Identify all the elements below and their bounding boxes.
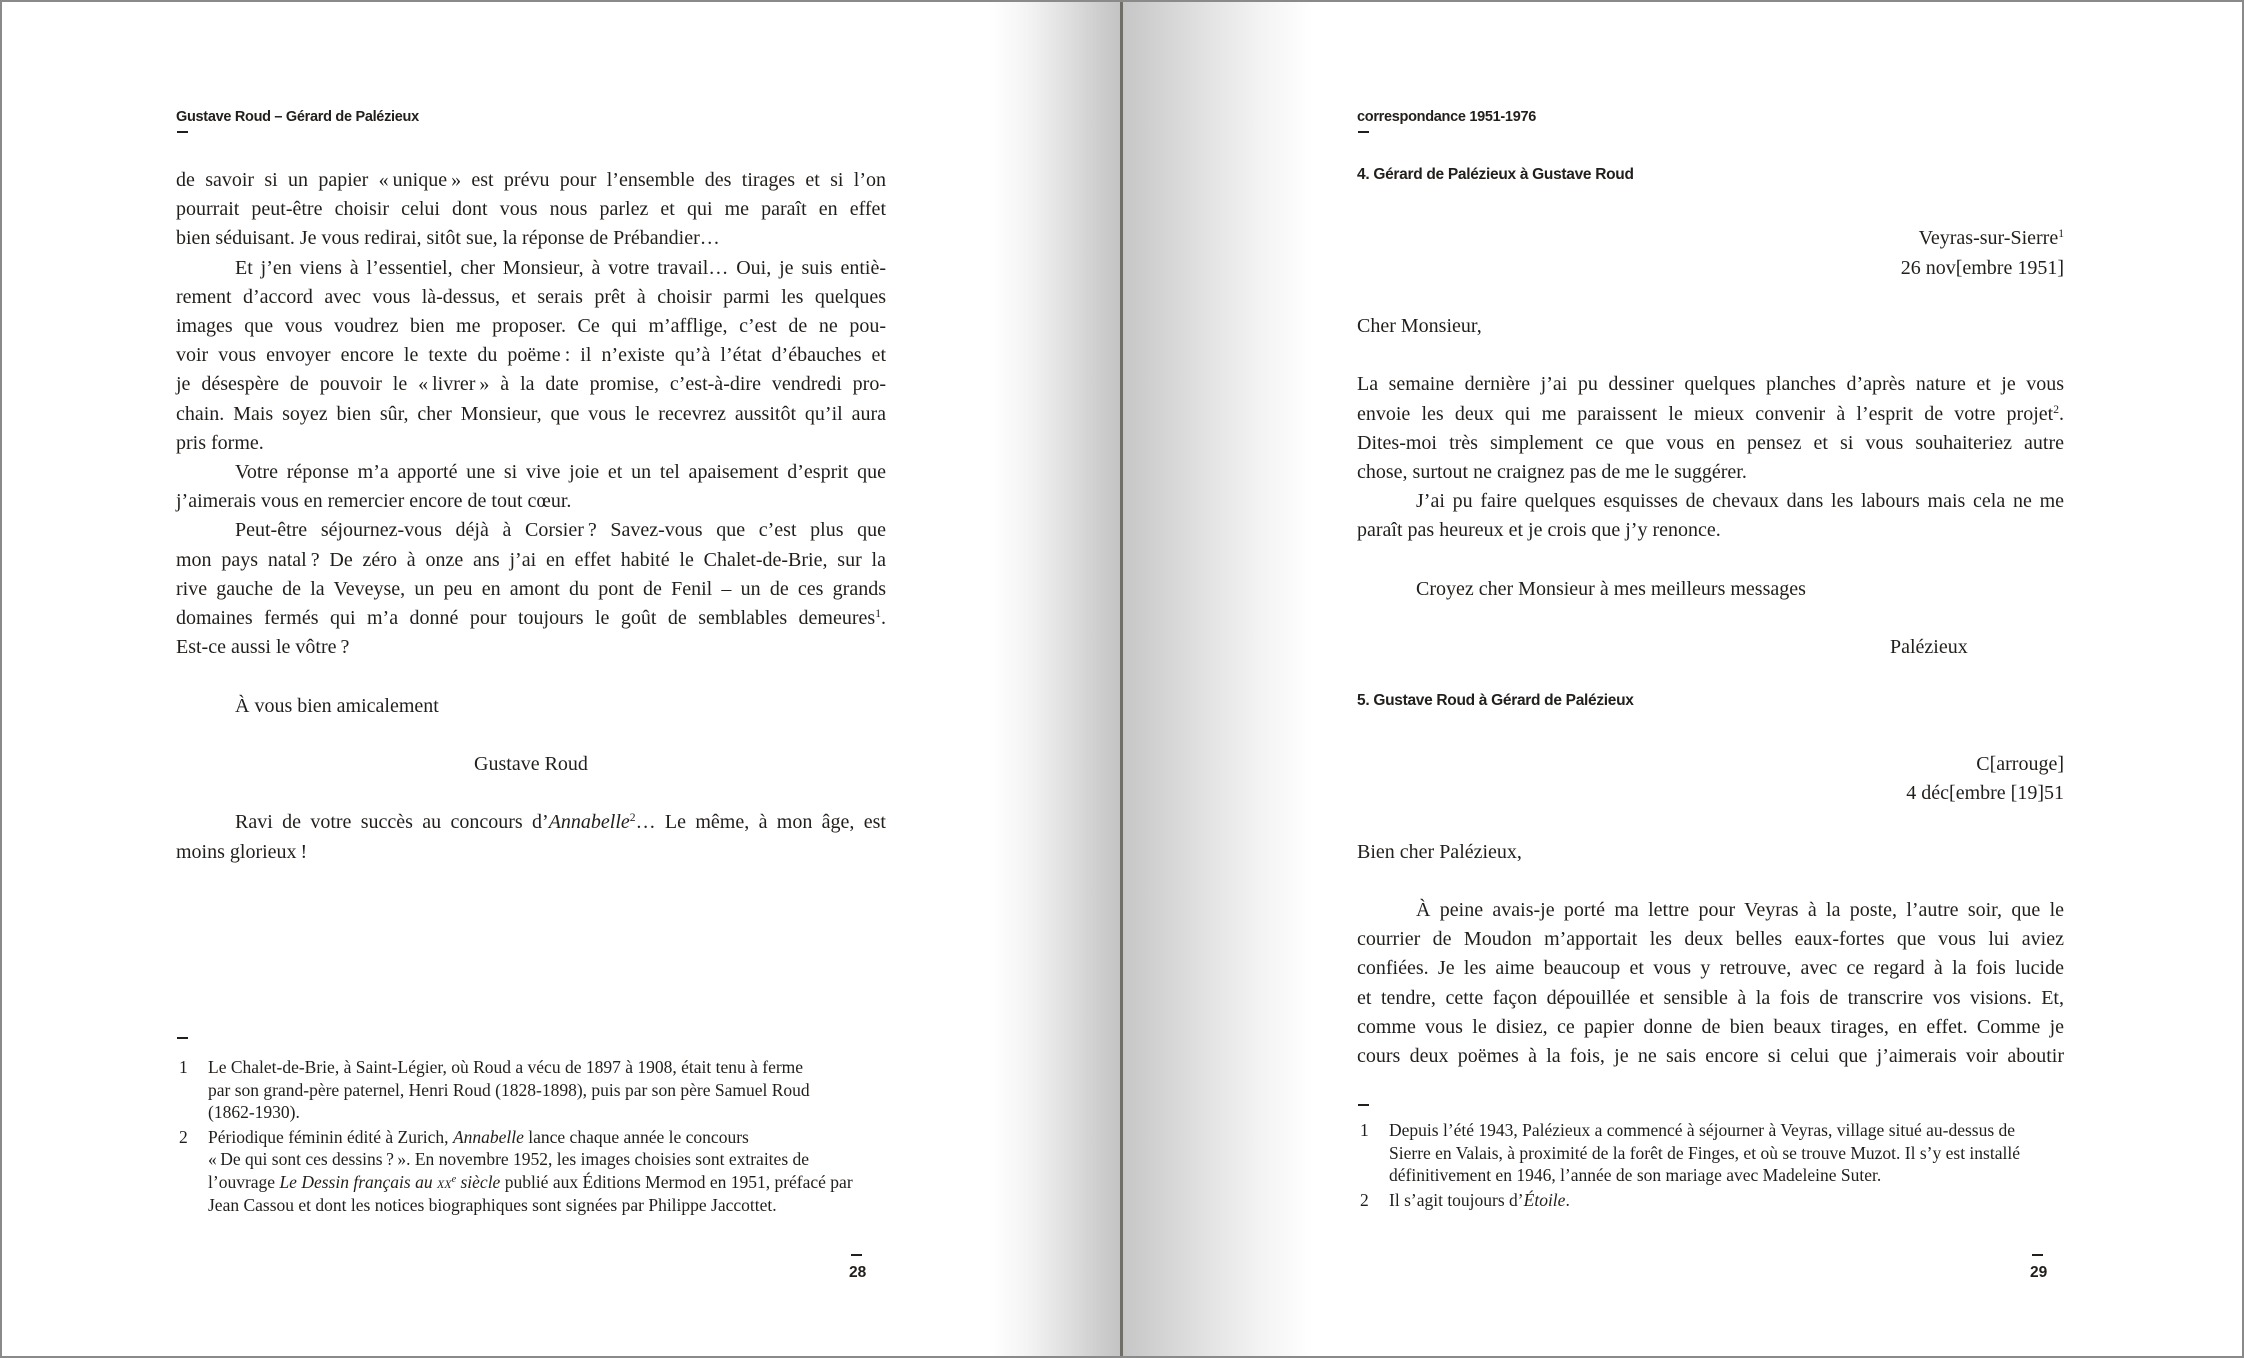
paragraph <box>176 458 886 516</box>
text-line: À vous bien amicalement <box>235 694 439 717</box>
text-line <box>176 604 886 633</box>
letter-heading <box>1357 692 2064 721</box>
text-run: publié aux Éditions Mermod en 1951, préfacé par <box>500 1172 853 1193</box>
paragraph <box>1357 896 2064 1071</box>
text-line: chose, surtout ne craignez pas de me le suggérer. <box>1357 460 1747 483</box>
text-line: 4 déc[embre [19]51 <box>1906 782 2064 805</box>
footnote-text <box>1389 1119 2020 1187</box>
text-line: et tendre, cette façon dépouillée et sensible à la fois de transcrire vos visions. Et, <box>1357 986 2064 1009</box>
text-run: domaines fermés qui m’a donné pour toujours le goût de semblables demeures <box>176 607 876 630</box>
text-run: l’ouvrage <box>208 1172 280 1193</box>
paragraph <box>176 166 886 254</box>
footnote <box>1357 1119 2064 1187</box>
footnote-number: 1 <box>1360 1120 1369 1140</box>
text-line: je désespère de pouvoir le « livrer » à la date promise, c’est-à-dire vendredi pro- <box>176 373 886 396</box>
text-line <box>176 808 886 837</box>
text-line: J’ai pu faire quelques esquisses de chevaux dans les labours mais cela ne me <box>1416 490 2064 513</box>
footnote-rule <box>1358 1104 1369 1106</box>
salutation <box>1357 838 2064 867</box>
closing <box>1357 575 2064 604</box>
text-line: Gustave Roud <box>474 753 588 776</box>
page-number: 28 <box>849 1264 867 1281</box>
text-line: Peut-être séjournez-vous déjà à Corsier ? Savez-vous que c’est plus que <box>235 519 886 542</box>
footnote <box>176 1056 886 1124</box>
page-body <box>176 166 886 867</box>
text-line: Est-ce aussi le vôtre ? <box>176 636 350 659</box>
gutter-shadow-left <box>990 0 1121 1358</box>
text-line: rive gauche de la Veveyse, un peu en amont du pont de Fenil – un de ces grands <box>176 577 886 600</box>
text-run: . <box>881 607 886 630</box>
text-line <box>208 1171 853 1194</box>
superscript: 2 <box>629 811 636 825</box>
footnote-rule <box>177 1037 188 1039</box>
text-run: Périodique féminin édité à Zurich, <box>208 1126 453 1147</box>
text-line <box>208 1126 853 1149</box>
text-line: 4. Gérard de Palézieux à Gustave Roud <box>1357 166 1634 183</box>
dateline <box>1357 224 2064 282</box>
text-line: « De qui sont ces dessins ? ». En novembre 1952, les images choisies sont extraites de <box>208 1149 810 1170</box>
footnote-text <box>208 1056 810 1124</box>
footnote <box>176 1126 886 1217</box>
text-line: 5. Gustave Roud à Gérard de Palézieux <box>1357 691 1634 709</box>
text-run: Il s’agit toujours d’ <box>1389 1189 1524 1210</box>
text-run: … Le même, à mon âge, est <box>635 811 886 834</box>
styled-text: Annabelle <box>548 811 630 834</box>
text-line: confiées. Je les aime beaucoup et vous y retrouve, avec ce regard à la fois lucide <box>1357 957 2064 980</box>
superscript: 1 <box>2058 227 2064 241</box>
text-run: envoie les deux qui me paraissent le mieux convenir à l’esprit de votre projet <box>1357 402 2054 425</box>
text-line: Jean Cassou et dont les notices biographiques sont signées par Philippe Jaccottet. <box>208 1194 777 1215</box>
gutter-shadow-right <box>1123 0 1313 1358</box>
text-run: Ravi de votre succès au concours d’ <box>235 811 549 834</box>
text-line: pris forme. <box>176 431 264 454</box>
dateline <box>1357 750 2064 808</box>
running-head: Gustave Roud – Gérard de Palézieux <box>176 109 419 125</box>
text-line: cours deux poëmes à la fois, je ne sais encore si celui que j’aimerais voir aboutir <box>1357 1044 2064 1067</box>
text-line: définitivement en 1946, l’année de son mariage avec Madeleine Suter. <box>1389 1165 1882 1186</box>
text-line: chain. Mais soyez bien sûr, cher Monsieur, que vous le recevrez aussitôt qu’il aura <box>176 402 886 425</box>
text-line: Le Chalet-de-Brie, à Saint-Légier, où Roud a vécu de 1897 à 1908, était tenu à ferme <box>208 1057 804 1077</box>
signature <box>176 750 886 779</box>
text-line: Sierre en Valais, à proximité de la forêt de Finges, et où se trouve Muzot. Il s’y est installé <box>1389 1142 2020 1163</box>
text-line: pourrait peut-être choisir celui dont vous nous parlez et qui me paraît en effet <box>176 198 886 221</box>
paragraph <box>1357 370 2064 487</box>
text-line: Croyez cher Monsieur à mes meilleurs messages <box>1416 577 1806 600</box>
styled-text: xx <box>436 1172 452 1193</box>
superscript: 1 <box>875 607 881 621</box>
text-line: Et j’en viens à l’essentiel, cher Monsieur, à votre travail… Oui, je suis entiè- <box>235 256 886 279</box>
text-line: La semaine dernière j’ai pu dessiner quelques planches d’après nature et je vous <box>1357 373 2064 396</box>
styled-text: Annabelle <box>452 1126 524 1147</box>
closing <box>176 692 886 721</box>
page-number: 29 <box>2030 1264 2048 1281</box>
letter-heading <box>1357 166 2064 195</box>
footnote-number: 1 <box>179 1057 188 1077</box>
superscript: 2 <box>2053 402 2059 416</box>
book-spine <box>1120 0 1123 1358</box>
text-line: À peine avais-je porté ma lettre pour Veyras à la poste, l’autre soir, que le <box>1416 898 2064 921</box>
text-run: . <box>1565 1189 1570 1210</box>
running-head-rule <box>1358 131 1369 133</box>
text-line: j’aimerais vous en remercier encore de tout cœur. <box>176 490 572 513</box>
styled-text: siècle <box>456 1172 501 1193</box>
text-line: C[arrouge] <box>1976 752 2064 775</box>
text-line: voir vous envoyer encore le texte du poëme : il n’existe qu’à l’état d’ébauches et <box>176 344 886 367</box>
text-run: Veyras-sur-Sierre <box>1918 227 2059 250</box>
text-line: Cher Monsieur, <box>1357 314 1482 337</box>
running-head-rule <box>177 131 188 133</box>
text-line: Palézieux <box>1890 636 1968 659</box>
footnote <box>1357 1189 2064 1212</box>
superscript: e <box>451 1173 457 1185</box>
paragraph <box>176 254 886 458</box>
text-run: lance chaque année le concours <box>523 1126 749 1147</box>
text-line: de savoir si un papier « unique » est prévu pour l’ensemble des tirages et si l’on <box>176 169 886 191</box>
text-line: courrier de Moudon m’apportait les deux belles eaux-fortes que vous lui aviez <box>1357 928 2064 951</box>
text-line: mon pays natal ? De zéro à onze ans j’ai en effet habité le Chalet-de-Brie, sur la <box>176 548 886 571</box>
text-line <box>1389 1189 1570 1212</box>
paragraph <box>176 808 886 866</box>
salutation <box>1357 312 2064 341</box>
page-body <box>1357 166 2064 1071</box>
right-page <box>1357 0 2064 1358</box>
footnote-text <box>1389 1189 1570 1212</box>
text-line: (1862-1930). <box>208 1102 300 1123</box>
text-line: moins glorieux ! <box>176 840 308 863</box>
page-number-rule <box>851 1254 862 1256</box>
footnote-number: 2 <box>1360 1189 1369 1210</box>
text-line: bien séduisant. Je vous redirai, sitôt sue, la réponse de Prébandier… <box>176 227 720 250</box>
text-line: paraît pas heureux et je crois que j’y renonce. <box>1357 519 1721 542</box>
text-line: images que vous voudrez bien me proposer. Ce qui m’afflige, c’est de ne pou- <box>176 315 886 338</box>
signature <box>1357 633 2064 662</box>
styled-text: Étoile <box>1523 1189 1566 1210</box>
footnote-number: 2 <box>179 1126 188 1147</box>
footnotes <box>1357 1119 2064 1211</box>
text-line <box>1357 400 2064 429</box>
text-line: 26 nov[embre 1951] <box>1900 256 2064 279</box>
text-line: comme vous le disiez, ce papier donne de bien beaux tirages, en effet. Comme je <box>1357 1015 2064 1038</box>
page-number-rule <box>2032 1254 2043 1256</box>
text-line: Votre réponse m’a apporté une si vive joie et un tel apaisement d’esprit que <box>235 461 886 484</box>
text-line: rement d’accord avec vous là-dessus, et serais prêt à choisir parmi les quelques <box>176 285 886 308</box>
text-run: . <box>2059 402 2064 425</box>
text-line: Dites-moi très simplement ce que vous en pensez et si vous souhaiteriez autre <box>1357 431 2064 454</box>
text-line <box>1357 224 2064 253</box>
footnotes <box>176 1056 886 1216</box>
footnote-text <box>208 1126 853 1217</box>
paragraph <box>176 516 886 662</box>
running-head: correspondance 1951-1976 <box>1357 109 1536 125</box>
text-line: par son grand-père paternel, Henri Roud (1828-1898), puis par son père Samuel Roud <box>208 1079 810 1100</box>
paragraph <box>1357 487 2064 545</box>
text-line: Depuis l’été 1943, Palézieux a commencé à séjourner à Veyras, village situé au-dessus de <box>1389 1120 2016 1140</box>
left-page <box>176 0 886 1358</box>
text-line: Bien cher Palézieux, <box>1357 840 1522 863</box>
styled-text: Le Dessin français au <box>279 1172 437 1193</box>
